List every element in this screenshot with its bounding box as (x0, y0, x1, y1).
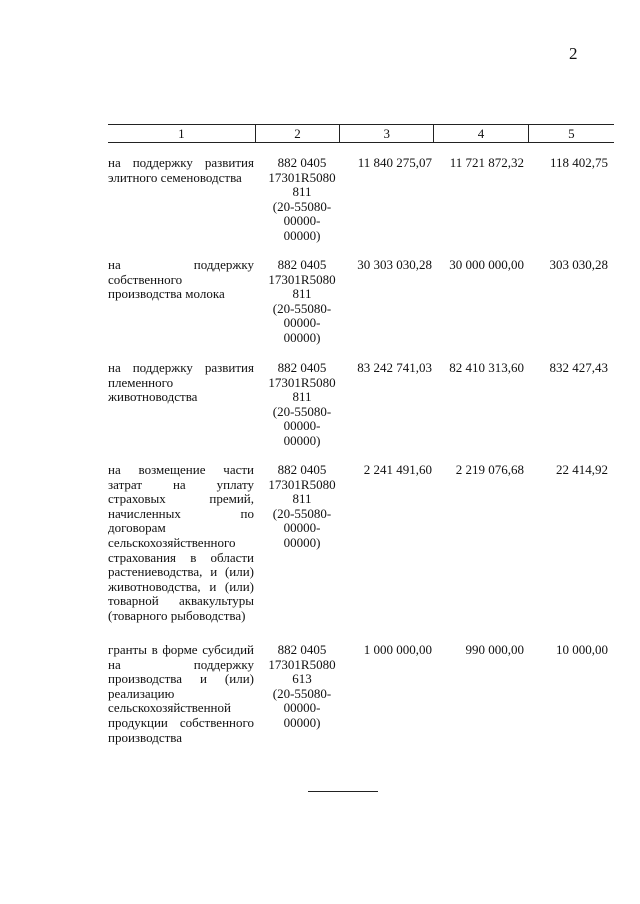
row-value-col-5: 832 427,43 (549, 360, 608, 375)
page-number: 2 (569, 44, 578, 63)
row-description-line: начисленных по (108, 505, 254, 521)
row-description-line: животноводства (108, 389, 198, 405)
footer-rule (308, 791, 378, 792)
header-col-3: 3 (339, 125, 433, 142)
row-budget-code: 882 0405 17301R5080 613 (20-55080- 00000- 00000) (268, 642, 336, 730)
row-description-line: страхования в области (108, 549, 254, 565)
row-value-col-5: 118 402,75 (549, 155, 608, 170)
row-description (108, 156, 254, 185)
row-value-col-4: 30 000 000,00 (449, 257, 524, 272)
row-value-col-5: 10 000,00 (556, 642, 608, 657)
row-description-line: сельскохозяйственной (108, 700, 231, 716)
row-description-line: реализацию (108, 685, 175, 701)
row-budget-code: 882 0405 17301R5080 811 (20-55080- 00000- 00000) (268, 462, 336, 550)
row-description-line: производства молока (108, 286, 225, 302)
row-description (108, 361, 254, 405)
row-description-line: товарной аквакультуры (108, 593, 254, 609)
row-description-line: затрат на уплату (108, 476, 254, 492)
row-value-col-3: 2 241 491,60 (363, 462, 432, 477)
row-value-col-3: 11 840 275,07 (357, 155, 432, 170)
row-description (108, 258, 254, 302)
header-col-1: 1 (178, 126, 185, 141)
row-description-line: на поддержку (108, 656, 254, 672)
row-value-col-5: 303 030,28 (549, 257, 608, 272)
row-value-col-4: 11 721 872,32 (449, 155, 524, 170)
row-description-line: гранты в форме субсидий (108, 642, 254, 657)
row-description-line: элитного семеноводства (108, 169, 242, 185)
row-value-col-3: 30 303 030,28 (357, 257, 432, 272)
table-header-row (108, 124, 614, 143)
header-col-5: 5 (528, 125, 614, 142)
row-description (108, 463, 254, 624)
row-value-col-4: 990 000,00 (465, 642, 524, 657)
row-budget-code: 882 0405 17301R5080 811 (20-55080- 00000- 00000) (268, 257, 336, 345)
row-description-line: племенного (108, 374, 174, 390)
row-description-line: (товарного рыбоводства) (108, 607, 246, 623)
budget-table (108, 124, 614, 745)
row-description-line: договорам (108, 520, 166, 536)
row-description-line: на поддержку (108, 257, 254, 272)
row-budget-code: 882 0405 17301R5080 811 (20-55080- 00000- 00000) (268, 155, 336, 243)
header-col-2: 2 (255, 125, 339, 142)
row-value-col-3: 83 242 741,03 (357, 360, 432, 375)
row-description-line: собственного (108, 271, 183, 287)
row-description-line: животноводства, и (или) (108, 578, 254, 594)
row-description-line: сельскохозяйственного (108, 534, 236, 550)
row-budget-code: 882 0405 17301R5080 811 (20-55080- 00000- 00000) (268, 360, 336, 448)
row-value-col-3: 1 000 000,00 (363, 642, 432, 657)
header-col-4: 4 (433, 125, 527, 142)
row-description-line: производства и (или) (108, 671, 254, 687)
row-description-line: на возмещение части (108, 462, 254, 477)
row-value-col-5: 22 414,92 (556, 462, 608, 477)
row-description (108, 643, 254, 745)
row-description-line: продукции собственного (108, 714, 254, 730)
row-description-line: на поддержку развития (108, 360, 254, 375)
row-value-col-4: 2 219 076,68 (455, 462, 524, 477)
row-value-col-4: 82 410 313,60 (449, 360, 524, 375)
row-description-line: производства (108, 729, 183, 745)
row-description-line: на поддержку развития (108, 155, 254, 170)
row-description-line: растениеводства, и (или) (108, 564, 254, 580)
row-description-line: страховых премий, (108, 491, 254, 507)
